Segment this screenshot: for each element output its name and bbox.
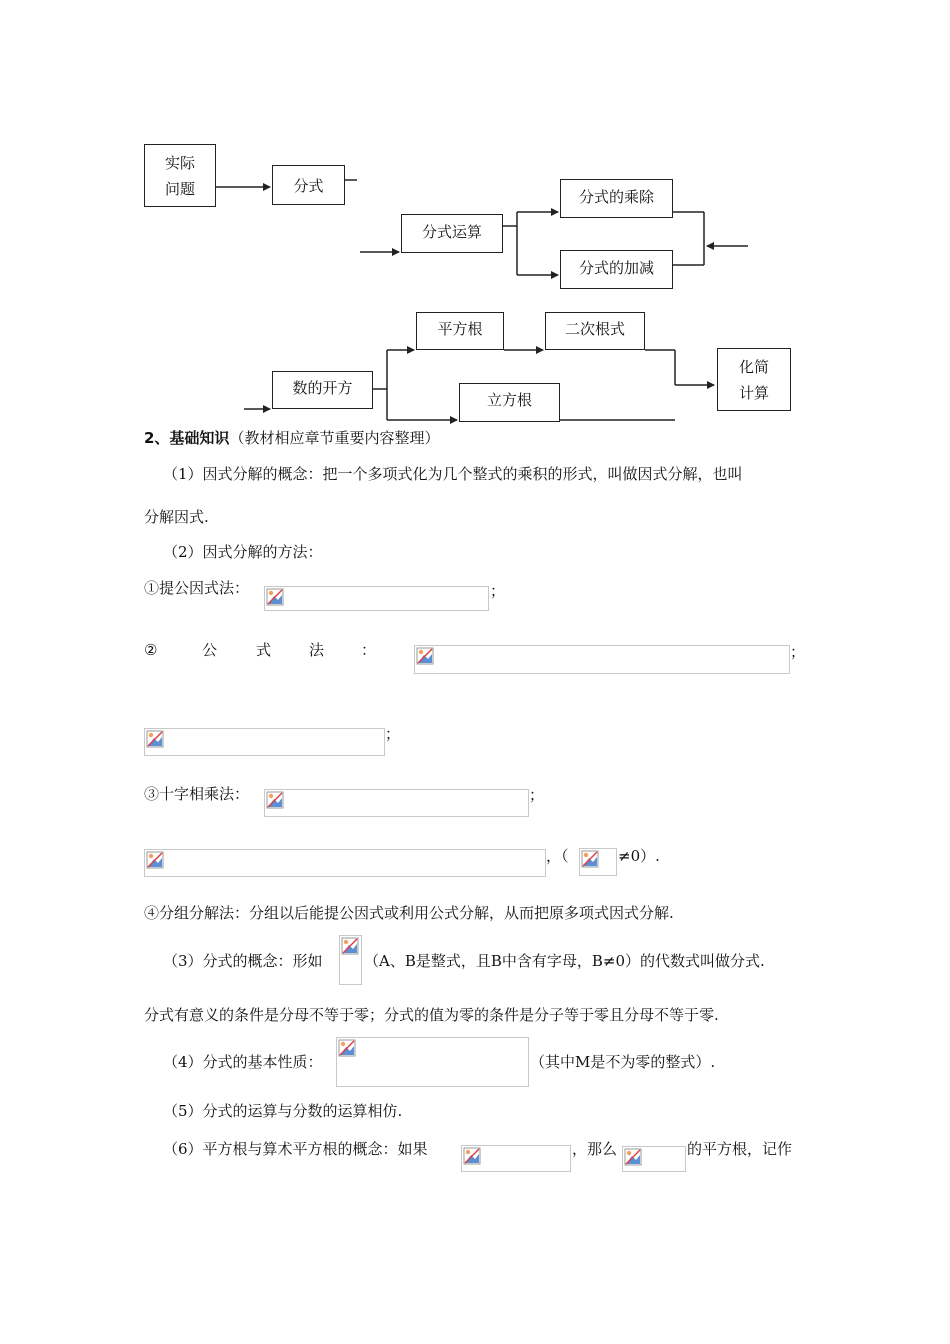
method-2-char-3: 式	[256, 641, 272, 659]
method-3-label: ③十字相乘法：	[144, 785, 250, 803]
broken-image-icon	[146, 851, 164, 869]
semicolon-4: ；	[529, 786, 545, 804]
node-simplify	[717, 348, 791, 411]
section-heading	[144, 428, 439, 448]
section-heading-note: （教材相应章节重要内容整理）	[229, 429, 440, 447]
broken-image-icon	[266, 588, 284, 606]
node-mult-div-label: 分式的乘除	[578, 188, 654, 206]
node-simplify-line2: 计算	[738, 383, 769, 402]
node-root-extraction	[272, 371, 373, 409]
formula-image-5	[144, 849, 546, 877]
broken-image-icon	[463, 1147, 481, 1165]
method-4: ④分组分解法：分组以后能提公因式或利用公式分解，从而把原多项式因式分解.	[144, 904, 674, 922]
formula-image-4	[264, 789, 529, 817]
node-fraction-operations	[401, 214, 503, 253]
node-quadratic-radical	[545, 312, 645, 350]
broken-image-icon	[341, 937, 359, 955]
node-quadratic-radical-label: 二次根式	[564, 320, 625, 338]
node-simplify-line1: 化简	[738, 357, 769, 376]
paragraph-4-part-b: （其中M是不为零的整式）.	[530, 1053, 716, 1071]
semicolon-3: ；	[385, 725, 401, 743]
node-practical-problem-line2: 问题	[164, 179, 195, 198]
method-2-char-4: 法	[309, 641, 325, 659]
node-fraction	[272, 165, 345, 205]
paragraph-2: （2）因式分解的方法：	[163, 543, 323, 561]
node-add-sub	[560, 250, 673, 289]
paragraph-3-line-2: 分式有意义的条件是分母不等于零；分式的值为零的条件是分子等于零且分母不等于零.	[144, 1006, 719, 1024]
node-mult-div	[560, 179, 673, 218]
node-fraction-operations-label: 分式运算	[421, 223, 482, 241]
broken-image-icon	[581, 850, 599, 868]
formula-image-8	[336, 1037, 529, 1087]
formula-image-9	[461, 1145, 571, 1172]
node-cube-root	[459, 383, 560, 422]
paragraph-6-part-a: （6）平方根与算术平方根的概念：如果	[163, 1140, 428, 1158]
node-practical-problem-line1: 实际	[164, 153, 195, 172]
paragraph-1-line-1: （1）因式分解的概念：把一个多项式化为几个整式的乘积的形式，叫做因式分解，也叫	[163, 465, 743, 483]
formula-image-3	[144, 728, 385, 756]
broken-image-icon	[146, 730, 164, 748]
broken-image-icon	[266, 791, 284, 809]
semicolon-1: ；	[490, 582, 506, 600]
paragraph-5: （5）分式的运算与分数的运算相仿.	[163, 1102, 403, 1120]
paragraph-4-part-a: （4）分式的基本性质：	[163, 1053, 323, 1071]
method-2-char-5: ：	[361, 641, 377, 659]
broken-image-icon	[338, 1039, 356, 1057]
node-practical-problem	[144, 144, 216, 207]
method-1-label: ①提公因式法：	[144, 579, 250, 597]
paragraph-1-line-2: 分解因式.	[144, 508, 209, 526]
method-3-tail-close: ≠0）.	[618, 847, 660, 865]
node-fraction-label: 分式	[293, 177, 324, 195]
formula-image-1	[264, 586, 489, 611]
formula-image-10	[622, 1146, 686, 1172]
node-add-sub-label: 分式的加减	[578, 259, 654, 277]
paragraph-6-part-c: 的平方根，记作	[687, 1140, 793, 1158]
semicolon-2: ；	[790, 643, 806, 661]
paragraph-3-part-a: （3）分式的概念：形如	[163, 952, 323, 970]
paragraph-3-part-b: （A、B是整式，且B中含有字母，B≠0）的代数式叫做分式.	[364, 952, 765, 970]
node-cube-root-label: 立方根	[486, 391, 532, 409]
method-3-tail-open: ，（	[546, 847, 569, 865]
section-heading-bold: 2、基础知识	[144, 429, 230, 447]
node-square-root-label: 平方根	[437, 320, 483, 338]
node-root-extraction-label: 数的开方	[292, 379, 353, 397]
broken-image-icon	[416, 647, 434, 665]
formula-image-7	[339, 935, 362, 985]
node-square-root	[416, 312, 504, 350]
method-2-char-2: 公	[202, 641, 218, 659]
paragraph-6-part-b: ，那么	[572, 1140, 618, 1158]
formula-image-6	[579, 848, 617, 876]
broken-image-icon	[624, 1148, 642, 1166]
method-2-char-1: ②	[144, 641, 158, 659]
formula-image-2	[414, 645, 790, 674]
